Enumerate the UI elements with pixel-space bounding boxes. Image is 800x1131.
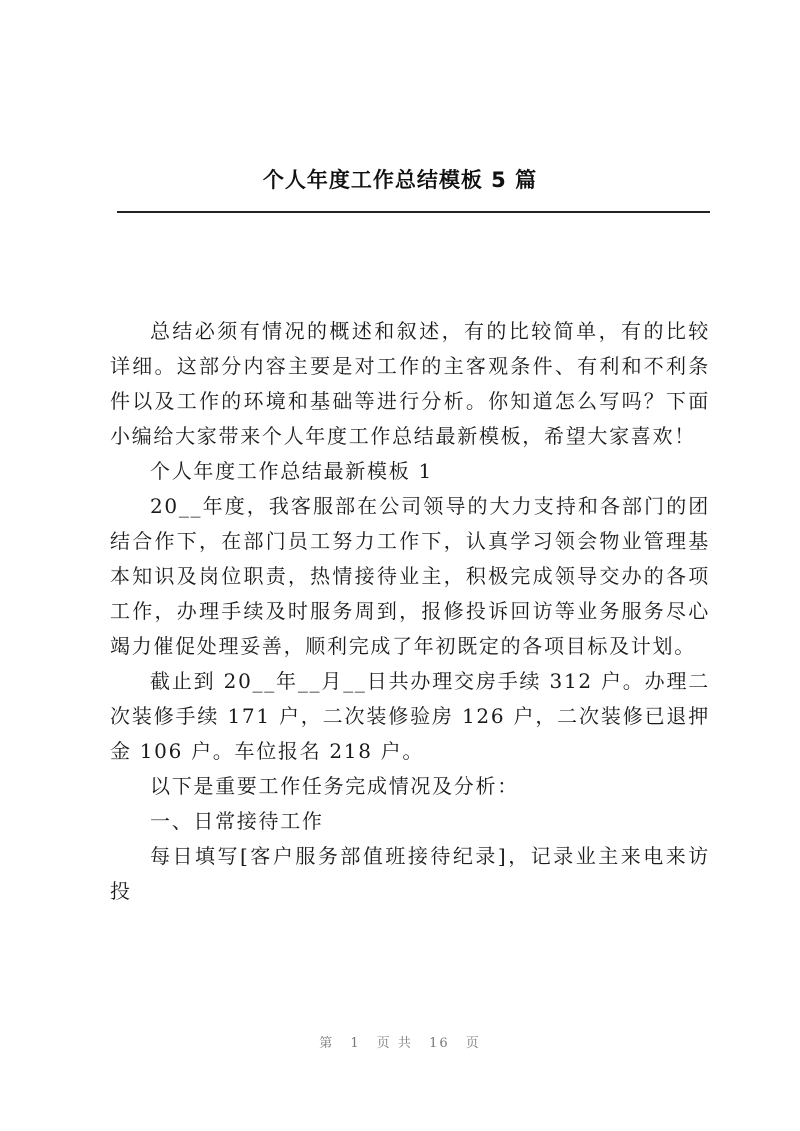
body-paragraph: 截止到 20__年__月__日共办理交房手续 312 户。办理二次装修手续 171 户，二次装修验房 126 户，二次装修已退押金 106 户。车位报名 218 户。 [110, 669, 710, 763]
page-label-suffix: 页 [465, 1036, 481, 1051]
title-underline [117, 211, 710, 213]
page-label-prefix: 第 [319, 1036, 335, 1051]
page-footer [0, 1032, 800, 1051]
body-paragraph: 20__年度，我客服部在公司领导的大力支持和各部门的团结合作下，在部门员工努力工作下，认真学习领会物业管理基本知识及岗位职责，热情接待业主，积极完成领导交办的各项工作，办理手续及时服务周到，报修投诉回访等业务服务尽心竭力催促处理妥善，顺利完成了年初既定的各项目标及计划。 [110, 494, 710, 658]
body-paragraph: 以下是重要工作任务完成情况及分析： [150, 774, 519, 798]
intro-paragraph: 总结必须有情况的概述和叙述，有的比较简单，有的比较详细。这部分内容主要是对工作的主客观条件、有利和不利条件以及工作的环境和基础等进行分析。你知道怎么写吗？下面小编给大家带来个人年度工作总结最新模板，希望大家喜欢！ [110, 319, 710, 448]
section-heading: 个人年度工作总结最新模板 1 [150, 459, 433, 483]
document-body [110, 314, 710, 909]
body-paragraph: 每日填写[客户服务部值班接待纪录]，记录业主来电来访投 [110, 844, 710, 903]
page-label-mid: 页 共 [376, 1036, 413, 1051]
page-total-number: 16 [429, 1036, 450, 1051]
subsection-heading: 一、日常接待工作 [150, 809, 324, 833]
page-current-number: 1 [350, 1036, 361, 1051]
page-title: 个人年度工作总结模板 5 篇 [262, 168, 538, 192]
